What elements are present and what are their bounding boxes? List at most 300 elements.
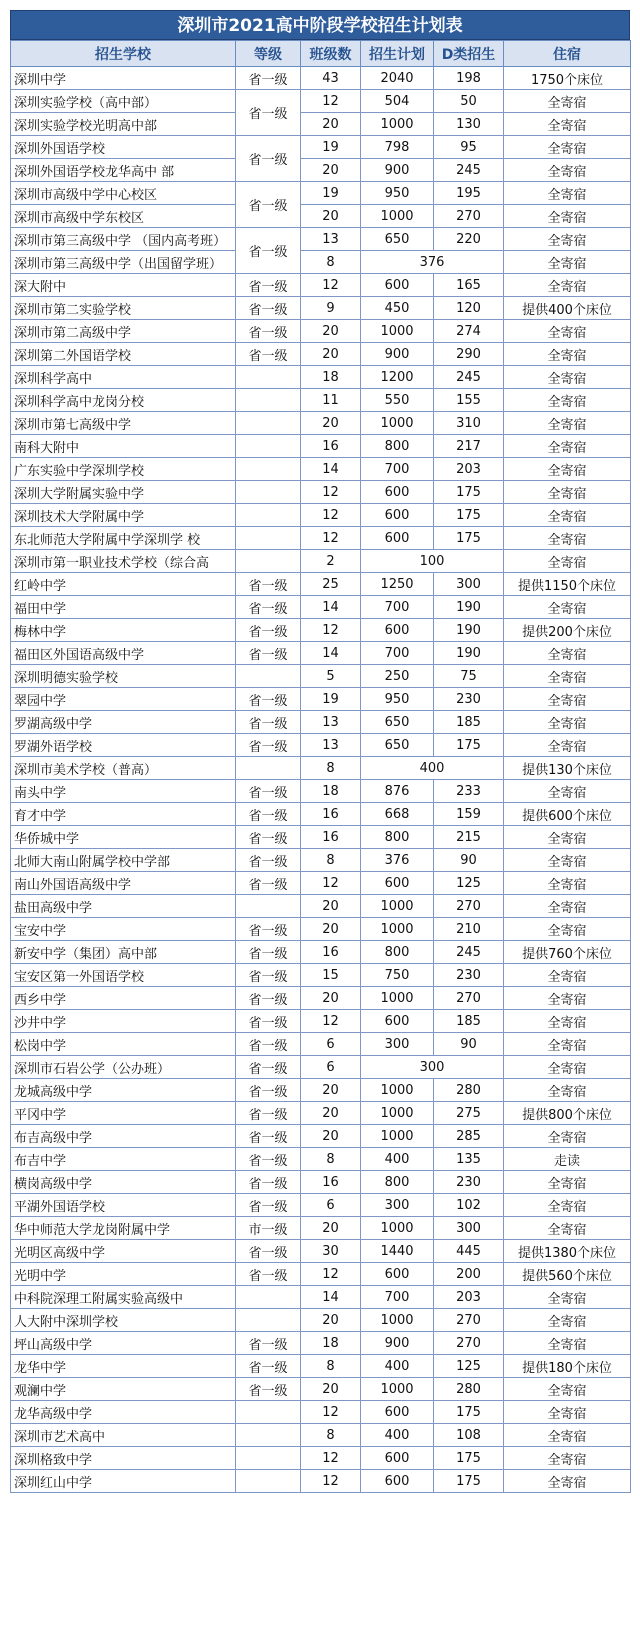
grade-cell	[236, 435, 301, 458]
classes-cell: 12	[301, 90, 361, 113]
table-row	[11, 412, 631, 435]
classes-cell: 20	[301, 895, 361, 918]
header-school: 招生学校	[11, 41, 236, 67]
classes-cell: 18	[301, 366, 361, 389]
lodging-cell: 全寄宿	[504, 1332, 631, 1355]
grade-cell	[236, 665, 301, 688]
classes-cell: 13	[301, 711, 361, 734]
grade-cell: 省一级	[236, 573, 301, 596]
lodging-cell: 全寄宿	[504, 964, 631, 987]
grade-cell	[236, 481, 301, 504]
lodging-cell: 全寄宿	[504, 1194, 631, 1217]
table-row	[11, 458, 631, 481]
plan-cell: 1000	[361, 113, 434, 136]
d-class-cell: 125	[434, 872, 504, 895]
plan-cell: 800	[361, 941, 434, 964]
d-class-cell: 190	[434, 642, 504, 665]
classes-cell: 16	[301, 803, 361, 826]
grade-cell: 省一级	[236, 1263, 301, 1286]
lodging-cell: 全寄宿	[504, 550, 631, 573]
d-class-cell: 90	[434, 1033, 504, 1056]
classes-cell: 14	[301, 458, 361, 481]
school-cell: 深圳明德实验学校	[11, 665, 236, 688]
school-cell: 深圳外国语学校龙华高中 部	[11, 159, 236, 182]
plan-cell: 950	[361, 688, 434, 711]
plan-cell: 376	[361, 251, 504, 274]
grade-cell	[236, 527, 301, 550]
classes-cell: 12	[301, 1447, 361, 1470]
table-title: 深圳市2021高中阶段学校招生计划表	[10, 10, 630, 40]
d-class-cell: 90	[434, 849, 504, 872]
grade-cell	[236, 1401, 301, 1424]
d-class-cell: 270	[434, 205, 504, 228]
classes-cell: 20	[301, 987, 361, 1010]
classes-cell: 20	[301, 1079, 361, 1102]
grade-cell: 省一级	[236, 1171, 301, 1194]
plan-cell: 600	[361, 1263, 434, 1286]
table-row	[11, 1309, 631, 1332]
classes-cell: 6	[301, 1056, 361, 1079]
school-cell: 观澜中学	[11, 1378, 236, 1401]
table-row	[11, 665, 631, 688]
plan-cell: 1000	[361, 320, 434, 343]
grade-cell: 省一级	[236, 1033, 301, 1056]
plan-cell: 600	[361, 1010, 434, 1033]
school-cell: 新安中学（集团）高中部	[11, 941, 236, 964]
school-cell: 深圳实验学校（高中部）	[11, 90, 236, 113]
d-class-cell: 175	[434, 504, 504, 527]
enrollment-document	[10, 0, 630, 1493]
plan-cell: 100	[361, 550, 504, 573]
table-row	[11, 826, 631, 849]
plan-cell: 400	[361, 1355, 434, 1378]
plan-cell: 600	[361, 527, 434, 550]
grade-cell: 省一级	[236, 1148, 301, 1171]
school-cell: 深圳红山中学	[11, 1470, 236, 1493]
school-cell: 深圳市高级中学东校区	[11, 205, 236, 228]
lodging-cell: 全寄宿	[504, 527, 631, 550]
classes-cell: 20	[301, 1217, 361, 1240]
school-cell: 梅林中学	[11, 619, 236, 642]
plan-cell: 1000	[361, 1102, 434, 1125]
d-class-cell: 175	[434, 481, 504, 504]
d-class-cell: 217	[434, 435, 504, 458]
grade-cell: 省一级	[236, 343, 301, 366]
school-cell: 广东实验中学深圳学校	[11, 458, 236, 481]
plan-cell: 1000	[361, 895, 434, 918]
classes-cell: 20	[301, 205, 361, 228]
grade-cell: 省一级	[236, 1056, 301, 1079]
lodging-cell: 提供1150个床位	[504, 573, 631, 596]
plan-cell: 800	[361, 435, 434, 458]
table-row	[11, 1010, 631, 1033]
plan-cell: 900	[361, 343, 434, 366]
grade-cell	[236, 1309, 301, 1332]
school-cell: 坪山高级中学	[11, 1332, 236, 1355]
classes-cell: 43	[301, 67, 361, 90]
classes-cell: 12	[301, 1263, 361, 1286]
lodging-cell: 全寄宿	[504, 458, 631, 481]
plan-cell: 550	[361, 389, 434, 412]
school-cell: 育才中学	[11, 803, 236, 826]
school-cell: 深圳市第七高级中学	[11, 412, 236, 435]
d-class-cell: 270	[434, 895, 504, 918]
lodging-cell: 全寄宿	[504, 182, 631, 205]
d-class-cell: 198	[434, 67, 504, 90]
school-cell: 福田中学	[11, 596, 236, 619]
table-row	[11, 481, 631, 504]
grade-cell: 市一级	[236, 1217, 301, 1240]
grade-cell: 省一级	[236, 228, 301, 274]
table-row	[11, 205, 631, 228]
lodging-cell: 提供180个床位	[504, 1355, 631, 1378]
table-row	[11, 895, 631, 918]
grade-cell: 省一级	[236, 297, 301, 320]
plan-cell: 300	[361, 1056, 504, 1079]
classes-cell: 5	[301, 665, 361, 688]
d-class-cell: 75	[434, 665, 504, 688]
lodging-cell: 全寄宿	[504, 895, 631, 918]
table-row	[11, 274, 631, 297]
grade-cell: 省一级	[236, 941, 301, 964]
classes-cell: 12	[301, 504, 361, 527]
table-row	[11, 1401, 631, 1424]
school-cell: 龙城高级中学	[11, 1079, 236, 1102]
d-class-cell: 155	[434, 389, 504, 412]
lodging-cell: 全寄宿	[504, 366, 631, 389]
table-row	[11, 941, 631, 964]
table-row	[11, 872, 631, 895]
classes-cell: 12	[301, 872, 361, 895]
plan-cell: 900	[361, 1332, 434, 1355]
grade-cell: 省一级	[236, 734, 301, 757]
table-row	[11, 757, 631, 780]
lodging-cell: 全寄宿	[504, 90, 631, 113]
table-row	[11, 366, 631, 389]
plan-cell: 1000	[361, 918, 434, 941]
school-cell: 南科大附中	[11, 435, 236, 458]
classes-cell: 9	[301, 297, 361, 320]
d-class-cell: 175	[434, 527, 504, 550]
lodging-cell: 提供560个床位	[504, 1263, 631, 1286]
school-cell: 深大附中	[11, 274, 236, 297]
d-class-cell: 95	[434, 136, 504, 159]
school-cell: 深圳市第二高级中学	[11, 320, 236, 343]
table-row	[11, 1447, 631, 1470]
lodging-cell: 提供760个床位	[504, 941, 631, 964]
school-cell: 深圳科学高中	[11, 366, 236, 389]
plan-cell: 400	[361, 757, 504, 780]
classes-cell: 8	[301, 1148, 361, 1171]
d-class-cell: 215	[434, 826, 504, 849]
school-cell: 深圳市艺术高中	[11, 1424, 236, 1447]
classes-cell: 8	[301, 251, 361, 274]
lodging-cell: 提供130个床位	[504, 757, 631, 780]
plan-cell: 600	[361, 481, 434, 504]
d-class-cell: 203	[434, 1286, 504, 1309]
school-cell: 南山外国语高级中学	[11, 872, 236, 895]
plan-cell: 300	[361, 1033, 434, 1056]
lodging-cell: 全寄宿	[504, 1125, 631, 1148]
table-row	[11, 803, 631, 826]
classes-cell: 11	[301, 389, 361, 412]
d-class-cell: 50	[434, 90, 504, 113]
school-cell: 深圳市高级中学中心校区	[11, 182, 236, 205]
classes-cell: 6	[301, 1033, 361, 1056]
grade-cell: 省一级	[236, 826, 301, 849]
lodging-cell: 全寄宿	[504, 1010, 631, 1033]
table-row	[11, 780, 631, 803]
school-cell: 光明区高级中学	[11, 1240, 236, 1263]
classes-cell: 8	[301, 757, 361, 780]
classes-cell: 20	[301, 1102, 361, 1125]
table-row	[11, 159, 631, 182]
classes-cell: 6	[301, 1194, 361, 1217]
grade-cell: 省一级	[236, 320, 301, 343]
table-row	[11, 987, 631, 1010]
grade-cell: 省一级	[236, 918, 301, 941]
d-class-cell: 285	[434, 1125, 504, 1148]
table-row	[11, 1102, 631, 1125]
classes-cell: 20	[301, 412, 361, 435]
classes-cell: 16	[301, 1171, 361, 1194]
d-class-cell: 280	[434, 1079, 504, 1102]
classes-cell: 19	[301, 688, 361, 711]
lodging-cell: 全寄宿	[504, 1309, 631, 1332]
school-cell: 深圳市第三高级中学（出国留学班）	[11, 251, 236, 274]
school-cell: 东北师范大学附属中学深圳学 校	[11, 527, 236, 550]
lodging-cell: 全寄宿	[504, 504, 631, 527]
plan-cell: 1000	[361, 1125, 434, 1148]
plan-cell: 1000	[361, 987, 434, 1010]
grade-cell: 省一级	[236, 67, 301, 90]
grade-cell	[236, 757, 301, 780]
lodging-cell: 全寄宿	[504, 389, 631, 412]
table-row	[11, 389, 631, 412]
grade-cell: 省一级	[236, 596, 301, 619]
d-class-cell: 175	[434, 1470, 504, 1493]
school-cell: 深圳科学高中龙岗分校	[11, 389, 236, 412]
d-class-cell: 108	[434, 1424, 504, 1447]
plan-cell: 668	[361, 803, 434, 826]
d-class-cell: 230	[434, 1171, 504, 1194]
plan-cell: 600	[361, 504, 434, 527]
plan-cell: 700	[361, 596, 434, 619]
table-row	[11, 573, 631, 596]
lodging-cell: 全寄宿	[504, 435, 631, 458]
lodging-cell: 全寄宿	[504, 1171, 631, 1194]
table-row	[11, 113, 631, 136]
school-cell: 深圳中学	[11, 67, 236, 90]
header-grade: 等级	[236, 41, 301, 67]
lodging-cell: 全寄宿	[504, 1033, 631, 1056]
school-cell: 深圳市第三高级中学 （国内高考班）	[11, 228, 236, 251]
lodging-cell: 提供600个床位	[504, 803, 631, 826]
d-class-cell: 120	[434, 297, 504, 320]
school-cell: 深圳实验学校光明高中部	[11, 113, 236, 136]
grade-cell: 省一级	[236, 1240, 301, 1263]
plan-cell: 1000	[361, 412, 434, 435]
header-lodging: 住宿	[504, 41, 631, 67]
classes-cell: 12	[301, 1010, 361, 1033]
header-row	[11, 41, 631, 67]
classes-cell: 20	[301, 320, 361, 343]
lodging-cell: 走读	[504, 1148, 631, 1171]
grade-cell	[236, 895, 301, 918]
school-cell: 布吉中学	[11, 1148, 236, 1171]
table-row	[11, 550, 631, 573]
d-class-cell: 275	[434, 1102, 504, 1125]
lodging-cell: 全寄宿	[504, 987, 631, 1010]
school-cell: 人大附中深圳学校	[11, 1309, 236, 1332]
classes-cell: 14	[301, 642, 361, 665]
school-cell: 光明中学	[11, 1263, 236, 1286]
enrollment-table	[10, 40, 631, 1493]
classes-cell: 15	[301, 964, 361, 987]
grade-cell	[236, 1286, 301, 1309]
grade-cell: 省一级	[236, 1010, 301, 1033]
school-cell: 平冈中学	[11, 1102, 236, 1125]
school-cell: 沙井中学	[11, 1010, 236, 1033]
plan-cell: 300	[361, 1194, 434, 1217]
d-class-cell: 300	[434, 573, 504, 596]
d-class-cell: 203	[434, 458, 504, 481]
school-cell: 深圳市美术学校（普高）	[11, 757, 236, 780]
table-row	[11, 619, 631, 642]
d-class-cell: 230	[434, 964, 504, 987]
d-class-cell: 300	[434, 1217, 504, 1240]
school-cell: 盐田高级中学	[11, 895, 236, 918]
plan-cell: 250	[361, 665, 434, 688]
table-row	[11, 1079, 631, 1102]
classes-cell: 20	[301, 1309, 361, 1332]
school-cell: 罗湖高级中学	[11, 711, 236, 734]
table-row	[11, 1355, 631, 1378]
school-cell: 中科院深理工附属实验高级中	[11, 1286, 236, 1309]
d-class-cell: 230	[434, 688, 504, 711]
d-class-cell: 102	[434, 1194, 504, 1217]
classes-cell: 12	[301, 1401, 361, 1424]
school-cell: 松岗中学	[11, 1033, 236, 1056]
plan-cell: 504	[361, 90, 434, 113]
table-row	[11, 1286, 631, 1309]
school-cell: 布吉高级中学	[11, 1125, 236, 1148]
table-row	[11, 1378, 631, 1401]
grade-cell: 省一级	[236, 1332, 301, 1355]
lodging-cell: 全寄宿	[504, 1056, 631, 1079]
lodging-cell: 全寄宿	[504, 1079, 631, 1102]
plan-cell: 700	[361, 1286, 434, 1309]
plan-cell: 2040	[361, 67, 434, 90]
table-row	[11, 320, 631, 343]
lodging-cell: 提供800个床位	[504, 1102, 631, 1125]
plan-cell: 650	[361, 734, 434, 757]
classes-cell: 20	[301, 1378, 361, 1401]
table-row	[11, 1056, 631, 1079]
lodging-cell: 提供400个床位	[504, 297, 631, 320]
school-cell: 红岭中学	[11, 573, 236, 596]
lodging-cell: 全寄宿	[504, 412, 631, 435]
plan-cell: 876	[361, 780, 434, 803]
classes-cell: 20	[301, 113, 361, 136]
table-row	[11, 504, 631, 527]
table-row	[11, 136, 631, 159]
plan-cell: 798	[361, 136, 434, 159]
school-cell: 龙华高级中学	[11, 1401, 236, 1424]
grade-cell: 省一级	[236, 780, 301, 803]
d-class-cell: 175	[434, 734, 504, 757]
classes-cell: 19	[301, 136, 361, 159]
classes-cell: 19	[301, 182, 361, 205]
school-cell: 深圳市第一职业技术学校（综合高	[11, 550, 236, 573]
table-row	[11, 688, 631, 711]
grade-cell	[236, 1470, 301, 1493]
table-row	[11, 1263, 631, 1286]
school-cell: 北师大南山附属学校中学部	[11, 849, 236, 872]
lodging-cell: 全寄宿	[504, 1447, 631, 1470]
school-cell: 深圳市石岩公学（公办班）	[11, 1056, 236, 1079]
school-cell: 宝安区第一外国语学校	[11, 964, 236, 987]
table-row	[11, 711, 631, 734]
d-class-cell: 280	[434, 1378, 504, 1401]
table-body	[11, 67, 631, 1493]
table-row	[11, 1194, 631, 1217]
plan-cell: 700	[361, 458, 434, 481]
plan-cell: 400	[361, 1424, 434, 1447]
classes-cell: 13	[301, 228, 361, 251]
table-row	[11, 90, 631, 113]
d-class-cell: 175	[434, 1401, 504, 1424]
plan-cell: 400	[361, 1148, 434, 1171]
school-cell: 深圳外国语学校	[11, 136, 236, 159]
classes-cell: 12	[301, 527, 361, 550]
header-classes: 班级数	[301, 41, 361, 67]
classes-cell: 8	[301, 1355, 361, 1378]
lodging-cell: 全寄宿	[504, 918, 631, 941]
table-row	[11, 343, 631, 366]
school-cell: 华中师范大学龙岗附属中学	[11, 1217, 236, 1240]
plan-cell: 1000	[361, 1309, 434, 1332]
table-row	[11, 527, 631, 550]
grade-cell: 省一级	[236, 274, 301, 297]
plan-cell: 376	[361, 849, 434, 872]
d-class-cell: 445	[434, 1240, 504, 1263]
grade-cell: 省一级	[236, 90, 301, 136]
school-cell: 深圳大学附属实验中学	[11, 481, 236, 504]
school-cell: 福田区外国语高级中学	[11, 642, 236, 665]
lodging-cell: 全寄宿	[504, 205, 631, 228]
lodging-cell: 全寄宿	[504, 159, 631, 182]
grade-cell: 省一级	[236, 688, 301, 711]
d-class-cell: 159	[434, 803, 504, 826]
table-row	[11, 642, 631, 665]
d-class-cell: 245	[434, 941, 504, 964]
grade-cell: 省一级	[236, 711, 301, 734]
d-class-cell: 210	[434, 918, 504, 941]
grade-cell: 省一级	[236, 1194, 301, 1217]
grade-cell: 省一级	[236, 849, 301, 872]
lodging-cell: 全寄宿	[504, 1217, 631, 1240]
d-class-cell: 200	[434, 1263, 504, 1286]
lodging-cell: 全寄宿	[504, 596, 631, 619]
school-cell: 翠园中学	[11, 688, 236, 711]
plan-cell: 1000	[361, 1378, 434, 1401]
lodging-cell: 1750个床位	[504, 67, 631, 90]
classes-cell: 20	[301, 918, 361, 941]
plan-cell: 800	[361, 1171, 434, 1194]
table-row	[11, 67, 631, 90]
d-class-cell: 175	[434, 1447, 504, 1470]
